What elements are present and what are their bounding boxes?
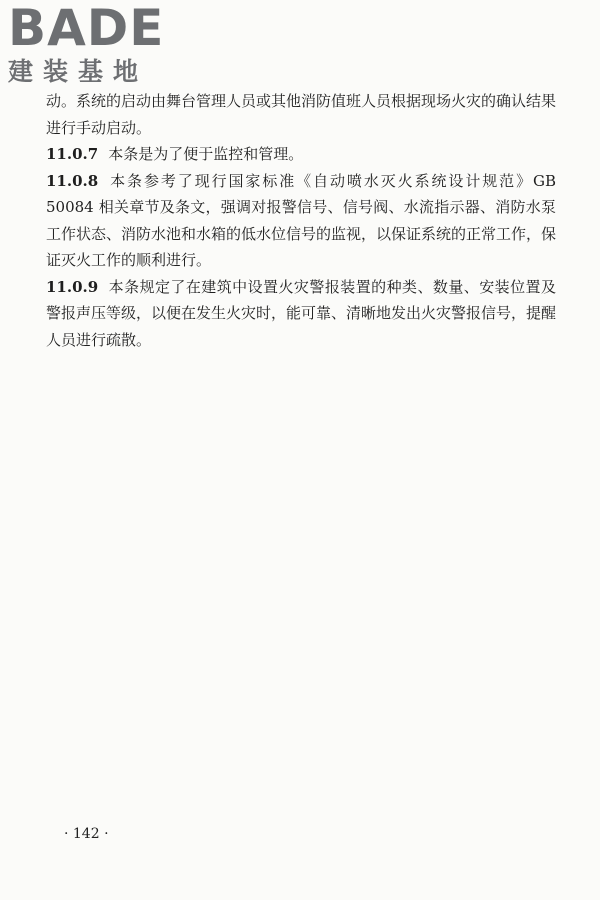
logo-main-text: BADE [8, 0, 165, 57]
paragraph-continuation [46, 88, 556, 141]
logo-sub-text: 建装基地 [8, 57, 149, 86]
clause-number: 11.0.8 [46, 171, 99, 190]
paragraph-11-0-8 [46, 168, 556, 274]
document-body [46, 88, 556, 353]
clause-number: 11.0.7 [46, 145, 99, 163]
paragraph-text: 本条参考了现行国家标准《自动喷水灭火系统设计规范》GB 50084 相关章节及条文，强调对报警信号、信号阀、水流指示器、消防水泵工作状态、消防水池和水箱的低水位信号的监视，以保证系统的正常工作，保证灭火工作的顺利进行。 [46, 171, 557, 269]
bade-logo [6, 0, 181, 90]
paragraph-text: 动。系统的启动由舞台管理人员或其他消防值班人员根据现场火灾的确认结果进行手动启动。 [46, 92, 557, 137]
paragraph-11-0-9 [46, 274, 556, 354]
clause-number: 11.0.9 [46, 277, 99, 296]
paragraph-text: 本条规定了在建筑中设置火灾警报装置的种类、数量、安装位置及警报声压等级，以便在发生火灾时，能可靠、清晰地发出火灾警报信号，提醒人员进行疏散。 [46, 277, 557, 349]
paragraph-text: 本条是为了便于监控和管理。 [108, 145, 304, 163]
paragraph-11-0-7 [46, 141, 556, 168]
page-number: · 142 · [64, 826, 109, 842]
